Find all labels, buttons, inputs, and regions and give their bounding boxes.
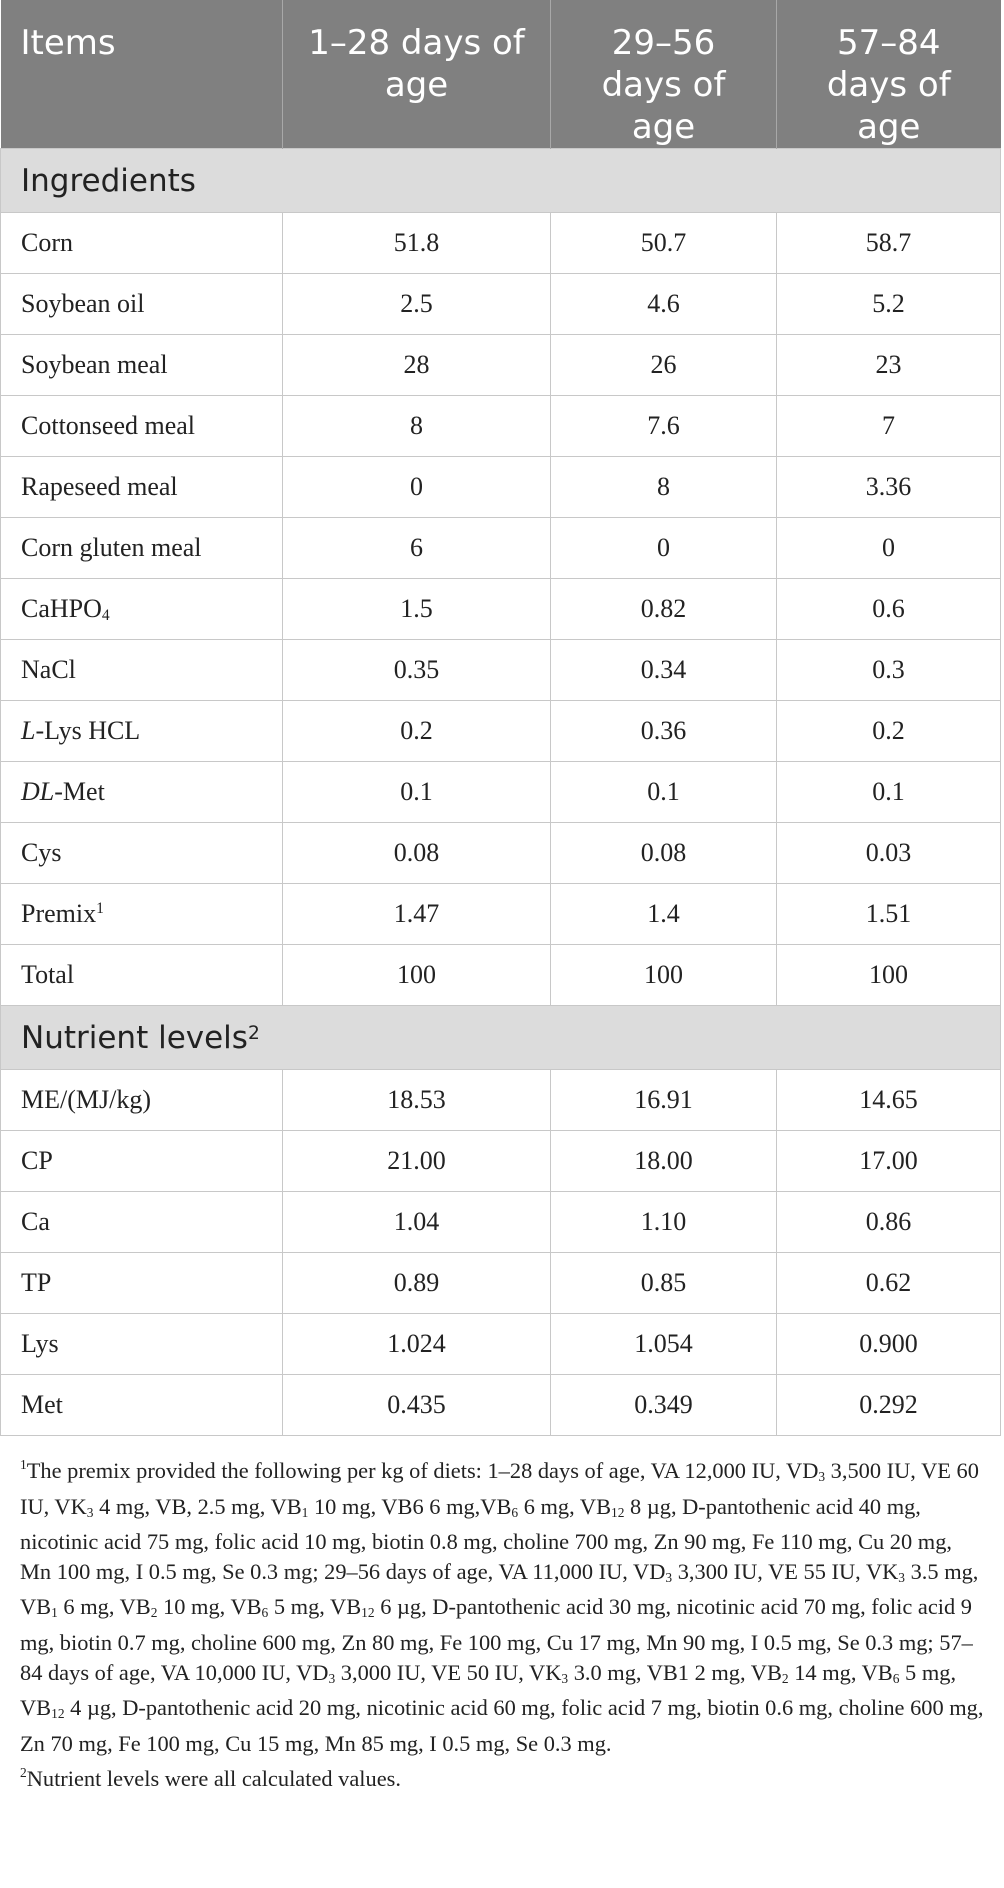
footnote-1-subscript: 3: [328, 1670, 336, 1686]
cell-value-3: 1.51: [777, 884, 1001, 945]
row-label-text: TP: [21, 1268, 52, 1297]
cell-value-2: 1.054: [551, 1314, 777, 1375]
row-label-text: Rapeseed meal: [21, 472, 178, 501]
cell-value-2: 26: [551, 335, 777, 396]
cell-value-2: 18.00: [551, 1131, 777, 1192]
footnote-1-text: 5 mg, VB: [20, 1659, 957, 1721]
cell-value-2: 16.91: [551, 1070, 777, 1131]
cell-value-2: 1.4: [551, 884, 777, 945]
cell-value-2: 8: [551, 457, 777, 518]
row-label-italic: L: [21, 716, 36, 745]
footnote-2: [20, 1758, 986, 1794]
row-label-text: NaCl: [21, 655, 76, 684]
table-row: [1, 762, 1001, 823]
header-57-84-days: 57–84 days of age: [777, 0, 1001, 149]
footnote-1-text: The premix provided the following per kg of diets: 1–28 days of age, VA 12,000 IU, VD: [26, 1458, 819, 1483]
header-items: Items: [1, 0, 283, 149]
table-row: [1, 335, 1001, 396]
cell-value-3: 0.86: [777, 1192, 1001, 1253]
row-label-subscript: 4: [101, 606, 110, 624]
footnote-1-subscript: 3: [665, 1569, 673, 1585]
cell-value-3: 0.03: [777, 823, 1001, 884]
header-29-56-days: 29–56 days of age: [551, 0, 777, 149]
footnote-1-subscript: 3: [898, 1569, 906, 1585]
cell-value-2: 7.6: [551, 396, 777, 457]
footnote-1: [20, 1450, 986, 1758]
row-label-text: Total: [21, 960, 75, 989]
section-row-nutrients: [1, 1006, 1001, 1070]
footnote-1-subscript: 1: [301, 1504, 309, 1520]
table-row: [1, 1070, 1001, 1131]
row-label-text: Met: [21, 1390, 63, 1419]
cell-value-3: 23: [777, 335, 1001, 396]
footnote-1-subscript: 3: [818, 1469, 826, 1484]
table-row: [1, 213, 1001, 274]
row-label: [1, 701, 283, 762]
row-label-text: Cys: [21, 838, 62, 867]
header-1-28-days: 1–28 days of age: [283, 0, 551, 149]
footnote-1-subscript: 6: [892, 1670, 900, 1686]
cell-value-2: 0: [551, 518, 777, 579]
row-label: [1, 396, 283, 457]
row-label-text: ME/(MJ/kg): [21, 1085, 151, 1114]
cell-value-1: 51.8: [283, 213, 551, 274]
row-label-text: CP: [21, 1146, 53, 1175]
table-row: [1, 396, 1001, 457]
row-label-text: Ca: [21, 1207, 50, 1236]
cell-value-3: 100: [777, 945, 1001, 1006]
cell-value-2: 0.08: [551, 823, 777, 884]
cell-value-3: 3.36: [777, 457, 1001, 518]
row-label: [1, 518, 283, 579]
table-footnotes: [0, 1436, 1000, 1794]
cell-value-1: 100: [283, 945, 551, 1006]
footnote-1-text: 3.0 mg, VB1 2 mg, VB: [568, 1659, 782, 1685]
cell-value-2: 0.36: [551, 701, 777, 762]
cell-value-1: 0.08: [283, 823, 551, 884]
cell-value-1: 1.04: [283, 1192, 551, 1253]
cell-value-2: 1.10: [551, 1192, 777, 1253]
cell-value-3: 5.2: [777, 274, 1001, 335]
footnote-1-text: 10 mg, VB6 6 mg,VB: [308, 1493, 512, 1519]
row-label-text: Soybean meal: [21, 350, 168, 379]
row-label-text: Corn: [21, 228, 73, 257]
row-label: [1, 1131, 283, 1192]
cell-value-1: 1.5: [283, 579, 551, 640]
row-label-text: Lys: [21, 1329, 59, 1358]
row-label: [1, 274, 283, 335]
cell-value-2: 0.34: [551, 640, 777, 701]
cell-value-3: 0.2: [777, 701, 1001, 762]
footnote-1-subscript: 6: [511, 1504, 519, 1520]
table-row: [1, 701, 1001, 762]
table-row: [1, 1253, 1001, 1314]
table-row: [1, 823, 1001, 884]
row-label-text: -Met: [54, 777, 105, 806]
row-label-italic: DL: [21, 777, 55, 806]
footnote-1-subscript: 6: [261, 1605, 269, 1621]
cell-value-2: 0.85: [551, 1253, 777, 1314]
footnote-1-text: 4 mg, VB, 2.5 mg, VB: [93, 1493, 302, 1519]
cell-value-1: 0.89: [283, 1253, 551, 1314]
footnote-1-text: 6 mg, VB: [518, 1493, 612, 1519]
cell-value-1: 0.435: [283, 1375, 551, 1436]
cell-value-3: 0.6: [777, 579, 1001, 640]
cell-value-3: 0.3: [777, 640, 1001, 701]
section-row-ingredients: [1, 149, 1001, 213]
row-label-text: Cottonseed meal: [21, 411, 196, 440]
footnote-1-text: 14 mg, VB: [788, 1659, 893, 1685]
row-label: [1, 640, 283, 701]
footnote-1-subscript: 3: [86, 1504, 94, 1520]
section-title-nutrients: [1, 1006, 1001, 1070]
cell-value-2: 0.1: [551, 762, 777, 823]
footnote-1-text: 3,500 IU, VE 60 IU, VK: [20, 1458, 979, 1519]
footnote-1-text: 6 mg, VB: [57, 1594, 151, 1620]
cell-value-1: 21.00: [283, 1131, 551, 1192]
table-row: [1, 1375, 1001, 1436]
row-label-text: -Lys HCL: [35, 716, 141, 745]
row-label: [1, 335, 283, 396]
footnote-1-subscript: 2: [150, 1605, 158, 1621]
table-row: [1, 1131, 1001, 1192]
nutrients-footnote-marker: 2: [247, 1022, 260, 1044]
row-label: [1, 762, 283, 823]
cell-value-1: 18.53: [283, 1070, 551, 1131]
footnote-2-text: Nutrient levels were all calculated values.: [26, 1766, 401, 1792]
cell-value-1: 6: [283, 518, 551, 579]
table-row: [1, 274, 1001, 335]
row-label: [1, 823, 283, 884]
row-label: [1, 1070, 283, 1131]
footnote-1-subscript: 12: [51, 1706, 65, 1722]
row-label: [1, 945, 283, 1006]
cell-value-1: 28: [283, 335, 551, 396]
footnote-1-text: 4 µg, D-pantothenic acid 20 mg, nicotinic acid 60 mg, folic acid 7 mg, biotin 0.6 mg, choline 600 mg, Zn 70 mg, Fe 100 mg, Cu 15 mg, Mn 85 mg, I 0.5 mg, Se 0.3 mg.: [20, 1695, 984, 1756]
footnote-1-text: 6 µg, D-pantothenic acid 30 mg, nicotinic acid 70 mg, folic acid 9 mg, biotin 0.7 mg, choline 600 mg, Zn 80 mg, Fe 100 mg, Cu 17 mg, Mn 90 mg, I 0.5 mg, Se 0.3 mg; 57–84 days of age, VA 10,000 IU, VD: [20, 1594, 973, 1685]
row-label-text: CaHPO: [21, 593, 102, 623]
cell-value-3: 0.1: [777, 762, 1001, 823]
cell-value-2: 0.82: [551, 579, 777, 640]
cell-value-3: 0.62: [777, 1253, 1001, 1314]
cell-value-1: 0: [283, 457, 551, 518]
row-label-text: Corn gluten meal: [21, 533, 202, 562]
footnote-1-subscript: 12: [611, 1504, 625, 1520]
row-label-text: Soybean oil: [21, 289, 145, 318]
footnote-1-marker: 1: [20, 1457, 27, 1472]
footnote-1-subscript: 3: [561, 1670, 569, 1686]
table-row: [1, 640, 1001, 701]
cell-value-1: 0.2: [283, 701, 551, 762]
footnote-1-text: 3.5 mg, VB: [20, 1558, 979, 1620]
cell-value-3: 0.900: [777, 1314, 1001, 1375]
row-label: [1, 1192, 283, 1253]
footnote-2-marker: 2: [20, 1765, 27, 1781]
table-row: [1, 884, 1001, 945]
cell-value-1: 1.47: [283, 884, 551, 945]
cell-value-2: 50.7: [551, 213, 777, 274]
footnote-1-subscript: 12: [361, 1605, 375, 1621]
table-header-row: [1, 0, 1001, 149]
table-row: [1, 518, 1001, 579]
cell-value-3: 17.00: [777, 1131, 1001, 1192]
footnote-1-subscript: 1: [51, 1605, 58, 1621]
cell-value-1: 2.5: [283, 274, 551, 335]
footnote-1-text: 5 mg, VB: [268, 1594, 362, 1620]
cell-value-3: 0.292: [777, 1375, 1001, 1436]
cell-value-3: 58.7: [777, 213, 1001, 274]
footnote-1-text: 10 mg, VB: [157, 1594, 262, 1620]
footnote-1-text: 8 µg, D-pantothenic acid 40 mg, nicotinic acid 75 mg, folic acid 10 mg, biotin 0.8 mg, choline 700 mg, Zn 90 mg, Fe 110 mg, Cu 20 mg, Mn 100 mg, I 0.5 mg, Se 0.3 mg; 29–56 days of age, VA 11,000 IU, VD: [20, 1493, 953, 1584]
row-label: [1, 213, 283, 274]
row-label: [1, 1314, 283, 1375]
row-label-superscript: 1: [96, 900, 104, 917]
footnote-1-subscript: 2: [781, 1670, 789, 1686]
footnote-1-text: 3,300 IU, VE 55 IU, VK: [672, 1558, 899, 1584]
table-body: [1, 149, 1001, 1436]
section-title-nutrients-text: Nutrient levels: [21, 1019, 248, 1056]
row-label-text: Premix: [21, 899, 97, 928]
table-row: [1, 579, 1001, 640]
cell-value-1: 0.1: [283, 762, 551, 823]
section-title-ingredients: Ingredients: [1, 149, 1001, 213]
table-row: [1, 457, 1001, 518]
row-label: [1, 884, 283, 945]
table-row: [1, 1192, 1001, 1253]
cell-value-2: 0.349: [551, 1375, 777, 1436]
cell-value-3: 7: [777, 396, 1001, 457]
cell-value-2: 4.6: [551, 274, 777, 335]
cell-value-1: 0.35: [283, 640, 551, 701]
cell-value-1: 8: [283, 396, 551, 457]
footnote-1-text: 3,000 IU, VE 50 IU, VK: [335, 1659, 562, 1685]
row-label: [1, 1375, 283, 1436]
row-label: [1, 579, 283, 640]
row-label: [1, 457, 283, 518]
cell-value-2: 100: [551, 945, 777, 1006]
cell-value-1: 1.024: [283, 1314, 551, 1375]
row-label: [1, 1253, 283, 1314]
table-row: [1, 945, 1001, 1006]
cell-value-3: 0: [777, 518, 1001, 579]
cell-value-3: 14.65: [777, 1070, 1001, 1131]
table-row: [1, 1314, 1001, 1375]
